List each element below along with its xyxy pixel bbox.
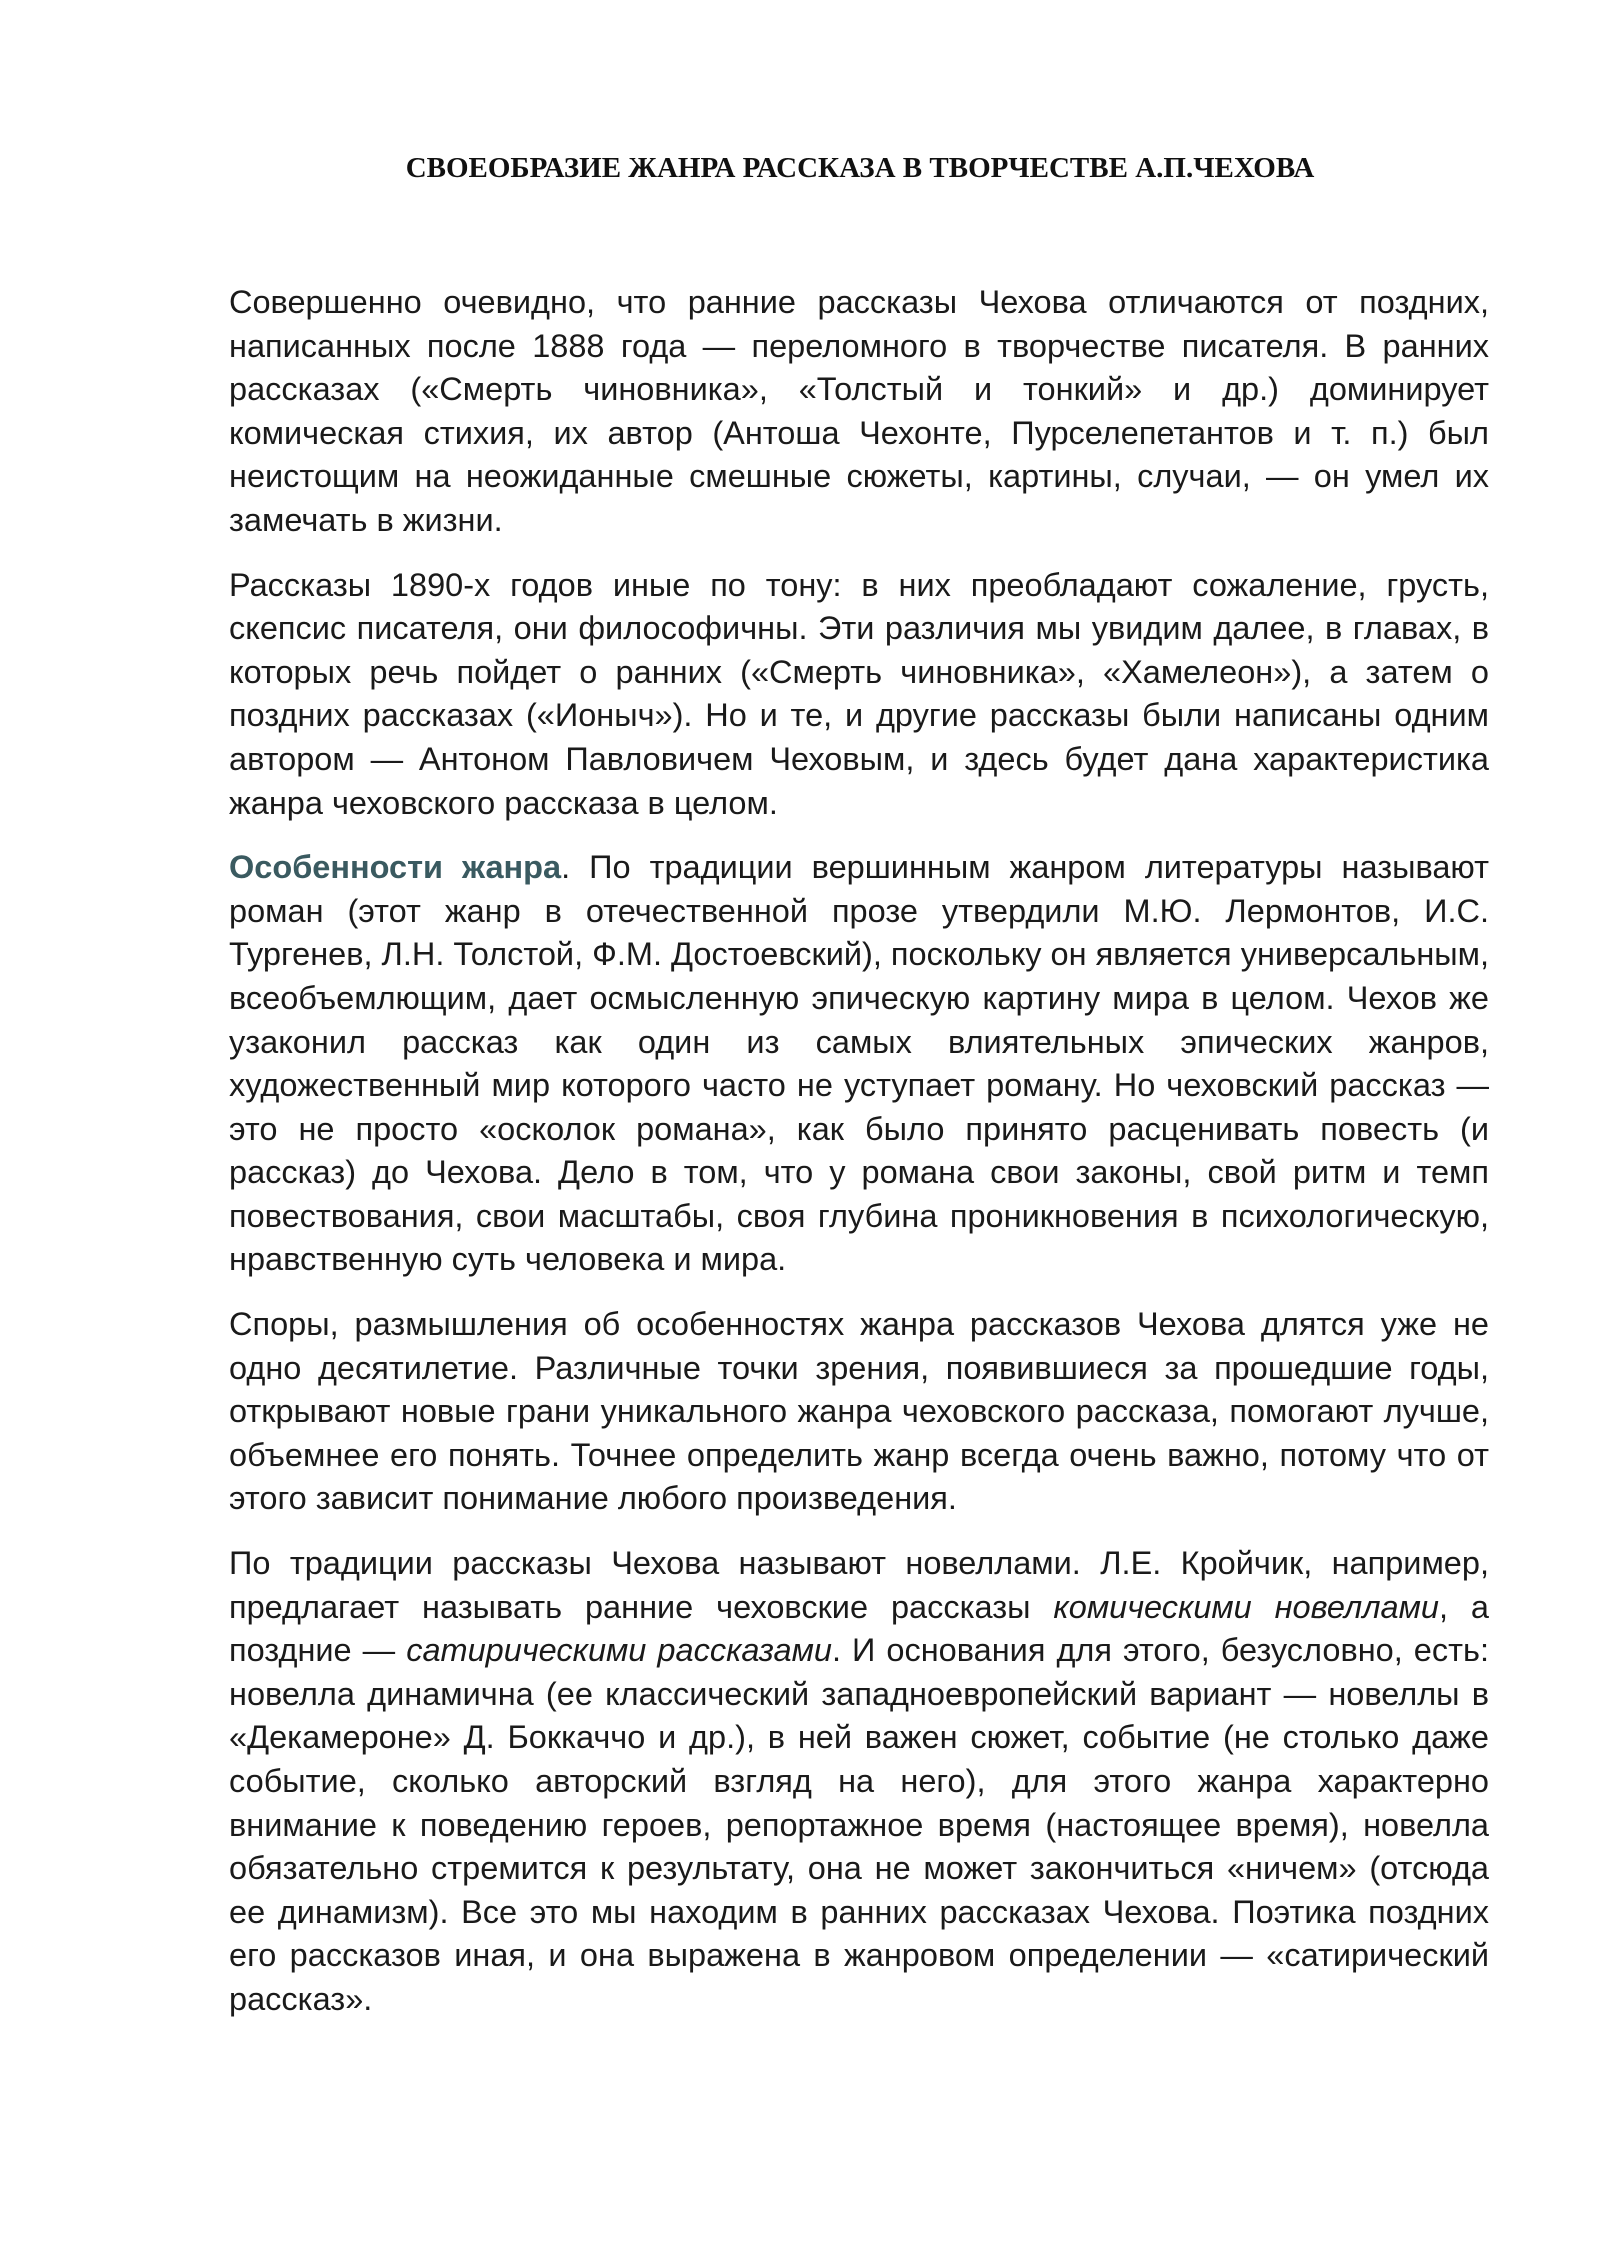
paragraph-1: Совершенно очевидно, что ранние рассказы Чехова отличаются от поздних, написанных после 1888 года — переломного в творчестве писателя. В ранних рассказах («Смерть чиновника», «Толстый и тонкий» и др.) доминирует комическая стихия, их автор (Антоша Чехонте, Пурселепетантов и т. п.) был неистощим на неожиданные смешные сюжеты, картины, случаи, — он умел их замечать в жизни. — [229, 284, 1489, 538]
paragraph-5-part-2: , а поздние — — [229, 1588, 1489, 1669]
emphasis-satirical-stories: сатирическими рассказами — [406, 1632, 832, 1669]
section-heading-genre-features: Особенности жанра — [229, 849, 562, 886]
emphasis-comic-novellas: комическими новеллами — [1053, 1588, 1439, 1625]
paragraph-5-part-1: По традиции рассказы Чехова называют новеллами. Л.Е. Кройчик, например, предлагает называть ранние чеховские рассказы — [229, 1545, 1489, 1625]
paragraph-4: Споры, размышления об особенностях жанра рассказов Чехова длятся уже не одно десятилетие. Различные точки зрения, появившиеся за прошедшие годы, открывают новые грани уникального жанра чеховского рассказа, помогают лучше, объемнее его понять. Точнее определить жанр всегда очень важно, потому что от этого зависит понимание любого произведения. — [229, 1306, 1489, 1517]
document-title: СВОЕОБРАЗИЕ ЖАНРА РАССКАЗА В ТВОРЧЕСТВЕ А.П.ЧЕХОВА — [405, 152, 1315, 184]
paragraph-5-part-3: . И основания для этого, безусловно, есть: новелла динамична (ее классический западноевропейский вариант — новеллы в «Декамероне» Д. Боккаччо и др.), в ней важен сюжет, событие (не столько даже событие, сколько авторский взгляд на него), для этого жанра характерно внимание к поведению героев, репортажное время (настоящее время), новелла обязательно стремится к результату, она не может закончиться «ничем» (отсюда ее динамизм). Все это мы находим в ранних рассказах Чехова. Поэтика поздних его рассказов иная, и она выражена в жанровом определении — «сатирический рассказ». — [229, 1632, 1489, 2017]
paragraph-3-text: . По традиции вершинным жанром литературы называют роман (этот жанр в отечественной прозе утвердили М.Ю. Лермонтов, И.С. Тургенев, Л.Н. Толстой, Ф.М. Достоевский), поскольку он является универсальным, всеобъемлющим, дает осмысленную эпическую картину мира в целом. Чехов же узаконил рассказ как один из самых влиятельных эпических жанров, художественный мир которого часто не уступает роману. Но чеховский рассказ — это не просто «осколок романа», как было принято расценивать повесть (и рассказ) до Чехова. Дело в том, что у романа свои законы, свой ритм и темп повествования, свои масштабы, своя глубина проникновения в психологическую, нравственную суть человека и мира. — [229, 849, 1489, 1278]
paragraph-2: Рассказы 1890-х годов иные по тону: в них преобладают сожаление, грусть, скепсис писателя, они философичны. Эти различия мы увидим далее, в главах, в которых речь пойдет о ранних («Смерть чиновника», «Хамелеон»), а затем о поздних рассказах («Ионыч»). Но и те, и другие рассказы были написаны одним автором — Антоном Павловичем Чеховым, и здесь будет дана характеристика жанра чеховского рассказа в целом. — [229, 566, 1489, 821]
document-body — [229, 281, 1489, 2043]
paragraph-3 — [229, 846, 1489, 1282]
paragraph-5 — [229, 1542, 1489, 2022]
